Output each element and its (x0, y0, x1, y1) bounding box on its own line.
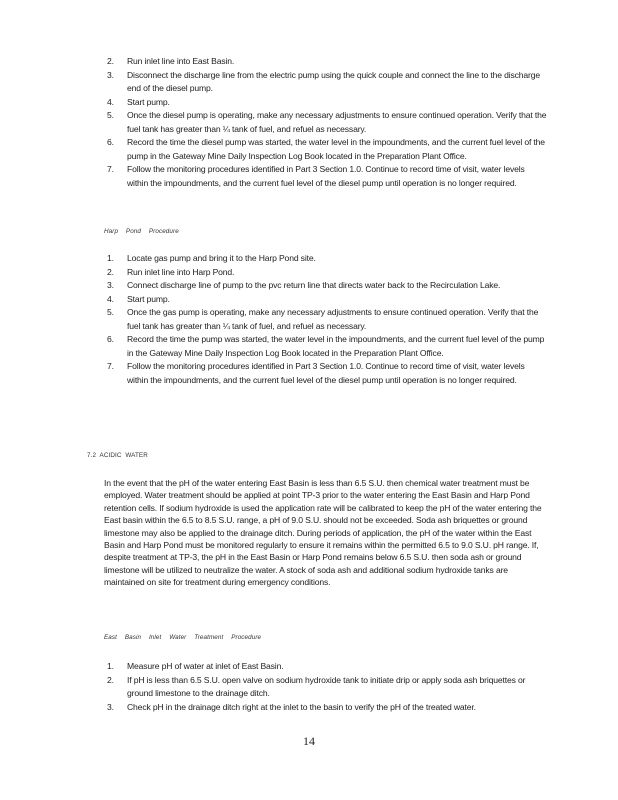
list-item (107, 55, 547, 69)
item-text: Once the diesel pump is operating, make any necessary adjustments to ensure continued operation. Verify that the fuel tank has greater than ¼ tank of fuel, and refuel as necessary. (127, 110, 547, 134)
item-text: Run inlet line into East Basin. (127, 56, 235, 66)
item-text: Disconnect the discharge line from the electric pump using the quick couple and connect the line to the discharge end of the diesel pump. (127, 69, 540, 93)
item-text: Follow the monitoring procedures identified in Part 3 Section 1.0. Continue to record time of visit, water levels within the impoundments, and the current fuel level of the diesel pump until operation is no longer required. (127, 361, 525, 385)
item-number: 4. (107, 96, 114, 107)
item-text: Follow the monitoring procedures identified in Part 3 Section 1.0. Continue to record time of visit, water levels within the impoundments, and the current fuel level of the diesel pump until operation is no longer required. (127, 164, 525, 188)
east-basin-procedure-heading: East Basin Inlet Water Treatment Procedure (104, 634, 262, 641)
item-text: Record the time the pump was started, the water level in the impoundments, and the current fuel level of the pump in the Gateway Mine Daily Inspection Log Book located in the Preparation Plant Office. (127, 334, 545, 358)
list-item (107, 360, 547, 387)
item-number: 2. (107, 674, 114, 685)
list-item (107, 701, 547, 715)
item-number: 3. (107, 280, 114, 290)
item-text: If pH is less than 6.5 S.U. open valve on sodium hydroxide tank to initiate drip or apply soda ash briquettes or ground limestone to the drainage ditch. (127, 674, 526, 698)
item-number: 3. (107, 701, 114, 712)
list-item (107, 69, 547, 96)
harp-pond-steps (107, 252, 547, 387)
item-number: 5. (107, 307, 114, 317)
list-item (107, 660, 547, 674)
page-number: 14 (303, 734, 315, 748)
list-item (107, 674, 547, 701)
item-text: Connect discharge line of pump to the pvc return line that directs water back to the Recirculation Lake. (127, 280, 501, 290)
item-number: 5. (107, 110, 114, 120)
item-text: Run inlet line into Harp Pond. (127, 266, 235, 277)
list-item (107, 136, 547, 163)
list-item (107, 252, 547, 266)
acidic-water-paragraph: In the event that the pH of the water entering East Basin is less than 6.5 S.U. then chemical water treatment must be employed. Water treatment should be applied at point TP-3 prior to the water entering the East Basin and Harp Pond retention cells. If sodium hydroxide is used the application rate will be calibrated to keep the pH of the water entering the East basin within the 6.5 to 8.5 S.U. range, a pH of 9.0 S.U. should not be exceeded. Soda ash briquettes or ground limestone may also be applied to the drainage ditch. During periods of application, the pH of the water within the East Basin and Harp Pond must be monitored regularly to ensure it remains within the permitted 6.5 to 9.0 S.U. pH range. If, despite treatment at TP-3, the pH in the East Basin or Harp Pond remains below 6.5 S.U. then soda ash or ground limestone will be utilized to neutralize the water. A stock of soda ash and additional sodium hydroxide tanks are maintained on site for treatment during emergency conditions. (104, 478, 542, 588)
item-text: Measure pH of water at inlet of East Basin. (127, 661, 284, 671)
item-number: 4. (107, 293, 114, 304)
item-number: 7. (107, 164, 114, 174)
list-item (107, 279, 547, 293)
item-number: 6. (107, 334, 114, 344)
item-text: Check pH in the drainage ditch right at the inlet to the basin to verify the pH of the treated water. (127, 701, 476, 712)
list-item (107, 333, 547, 360)
list-item (107, 109, 547, 136)
list-item (107, 293, 547, 307)
item-text: Record the time the diesel pump was started, the water level in the impoundments, and the current fuel level of the pump in the Gateway Mine Daily Inspection Log Book located in the Preparation Plant Office. (127, 137, 545, 161)
item-text: Start pump. (127, 293, 170, 304)
diesel-pump-steps (107, 55, 547, 190)
list-item (107, 163, 547, 190)
acidic-water-section-heading: 7.2 ACIDIC WATER (87, 452, 148, 459)
east-basin-treatment-steps (107, 660, 547, 714)
harp-pond-procedure-heading: Harp Pond Procedure (104, 228, 179, 235)
list-item (107, 306, 547, 333)
item-number: 6. (107, 137, 114, 147)
item-text: Locate gas pump and bring it to the Harp Pond site. (127, 253, 316, 263)
item-number: 1. (107, 253, 114, 263)
item-number: 2. (107, 56, 114, 66)
item-number: 3. (107, 69, 114, 80)
item-number: 2. (107, 266, 114, 277)
list-item (107, 266, 547, 280)
item-text: Start pump. (127, 96, 170, 107)
list-item (107, 96, 547, 110)
item-number: 1. (107, 661, 114, 671)
item-text: Once the gas pump is operating, make any necessary adjustments to ensure continued operation. Verify that the fuel tank has greater than ¼ tank of fuel, and refuel as necessary. (127, 307, 539, 331)
item-number: 7. (107, 361, 114, 371)
